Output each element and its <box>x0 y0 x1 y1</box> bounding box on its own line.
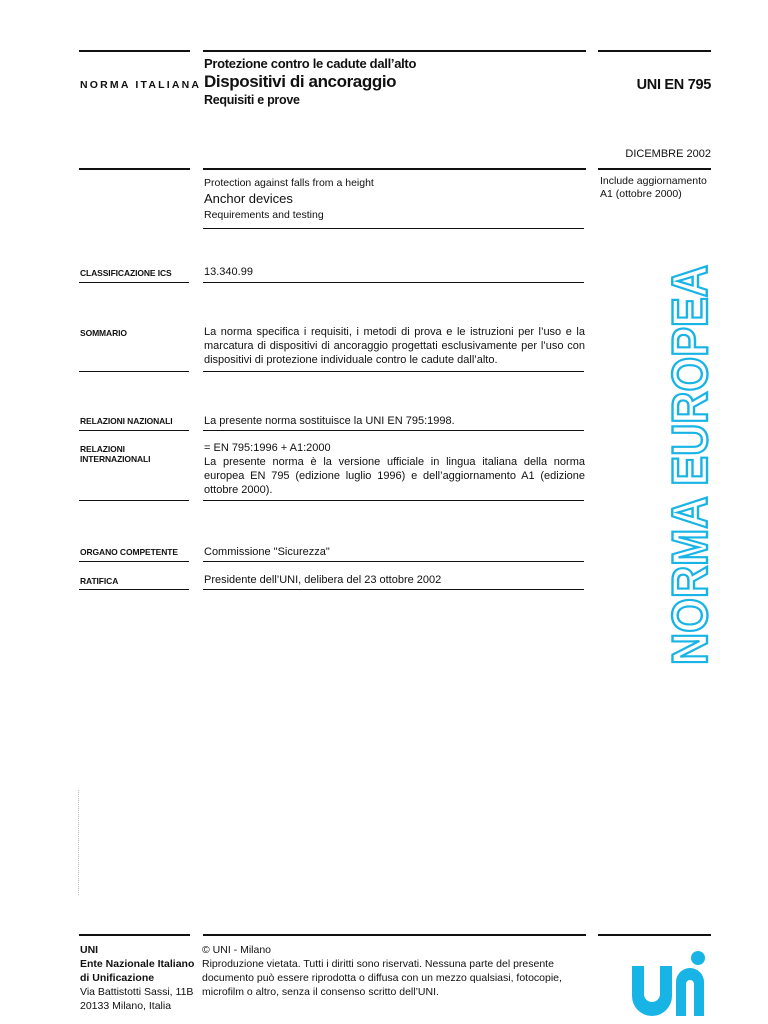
english-title-line1: Protection against falls from a height <box>204 177 374 189</box>
footer-rule-right <box>598 934 711 936</box>
relazioni-internazionali-value <box>204 441 585 497</box>
relazioni-nazionali-value: La presente norma sostituisce la UNI EN 795:1998. <box>204 415 455 427</box>
copyright-line: © UNI - Milano <box>202 944 271 956</box>
ics-label-rule <box>79 282 189 283</box>
org-name-line2: di Unificazione <box>80 972 155 984</box>
org-name-line1: Ente Nazionale Italiano <box>80 958 195 970</box>
english-title-underline <box>203 228 584 229</box>
sommario-value: La norma specifica i requisiti, i metodi di prova e le istruzioni per l’uso e la marcatura di dispositivi di ancoraggio progettati esclusivamente per l’uso con dispositivi di protezione individuale contro le cadute dall’alto. <box>204 326 585 366</box>
publication-date: DICEMBRE 2002 <box>625 148 711 160</box>
italian-title-line1: Protezione contro le cadute dall’alto <box>204 56 417 71</box>
amendment-note: Include aggiornamento A1 (ottobre 2000) <box>600 175 707 200</box>
italian-title-line2: Dispositivi di ancoraggio <box>204 72 397 91</box>
relazioni-internazionali-label-rule <box>79 500 189 501</box>
ratifica-label: RATIFICA <box>80 576 119 586</box>
org-short-name: UNI <box>80 944 99 956</box>
relazioni-nazionali-label: RELAZIONI NAZIONALI <box>80 416 173 426</box>
org-address-line1: Via Battistotti Sassi, 11B <box>80 986 194 998</box>
ratifica-value: Presidente dell’UNI, delibera del 23 ottobre 2002 <box>204 574 442 586</box>
section-rule-right <box>598 168 711 170</box>
footer-rule-middle <box>203 934 586 936</box>
top-rule-right <box>598 50 711 52</box>
rights-notice: Riproduzione vietata. Tutti i diritti sono riservati. Nessuna parte del presente documento può essere riprodotta o diffusa con un mezzo qualsiasi, fotocopie, microfilm o altro, senza il consenso scritto dell’UNI. <box>202 958 562 998</box>
uni-logo <box>628 944 710 1018</box>
relazioni-internazionali-value-rule <box>203 500 584 501</box>
organo-competente-label: ORGANO COMPETENTE <box>80 547 178 557</box>
top-rule-left <box>79 50 190 52</box>
section-rule-middle <box>203 168 586 170</box>
footer-copyright-block <box>202 943 587 999</box>
margin-marks <box>78 790 81 895</box>
ratifica-label-rule <box>79 589 189 590</box>
english-title-block <box>204 177 584 221</box>
organo-competente-label-rule <box>79 561 189 562</box>
english-title-line3: Requirements and testing <box>204 209 324 221</box>
ics-label: CLASSIFICAZIONE ICS <box>80 268 172 278</box>
sommario-label: SOMMARIO <box>80 328 127 338</box>
relazioni-nazionali-value-rule <box>203 430 584 431</box>
sommario-value-rule <box>203 371 584 372</box>
norma-europea-vertical-title <box>652 260 722 670</box>
organo-competente-value: Commissione "Sicurezza" <box>204 546 330 558</box>
org-address-line2: 20133 Milano, Italia <box>80 1000 172 1012</box>
footer-rule-left <box>79 934 190 936</box>
organo-competente-value-rule <box>203 561 584 562</box>
relazioni-internazionali-line1: = EN 795:1996 + A1:2000 <box>204 442 331 454</box>
ics-value: 13.340.99 <box>204 266 253 278</box>
italian-title-block <box>204 56 584 107</box>
sommario-label-rule <box>79 371 189 372</box>
standard-code: UNI EN 795 <box>636 77 711 93</box>
ics-value-rule <box>203 282 584 283</box>
top-rule-middle <box>203 50 586 52</box>
ratifica-value-rule <box>203 589 584 590</box>
norma-italiana-label: NORMA ITALIANA <box>80 79 202 91</box>
relazioni-nazionali-label-rule <box>79 430 189 431</box>
relazioni-internazionali-label: RELAZIONI INTERNAZIONALI <box>80 444 151 464</box>
footer-organization <box>80 943 202 1013</box>
italian-title-line3: Requisiti e prove <box>204 93 300 107</box>
english-title-line2: Anchor devices <box>204 191 293 206</box>
relazioni-internazionali-line2: La presente norma è la versione ufficiale in lingua italiana della norma europea EN 795 (edizione luglio 1996) e dell’aggiornamento A1 (edizione ottobre 2000). <box>204 456 585 496</box>
norma-europea-text: NORMA EUROPEA <box>662 260 718 665</box>
section-rule-left <box>79 168 190 170</box>
